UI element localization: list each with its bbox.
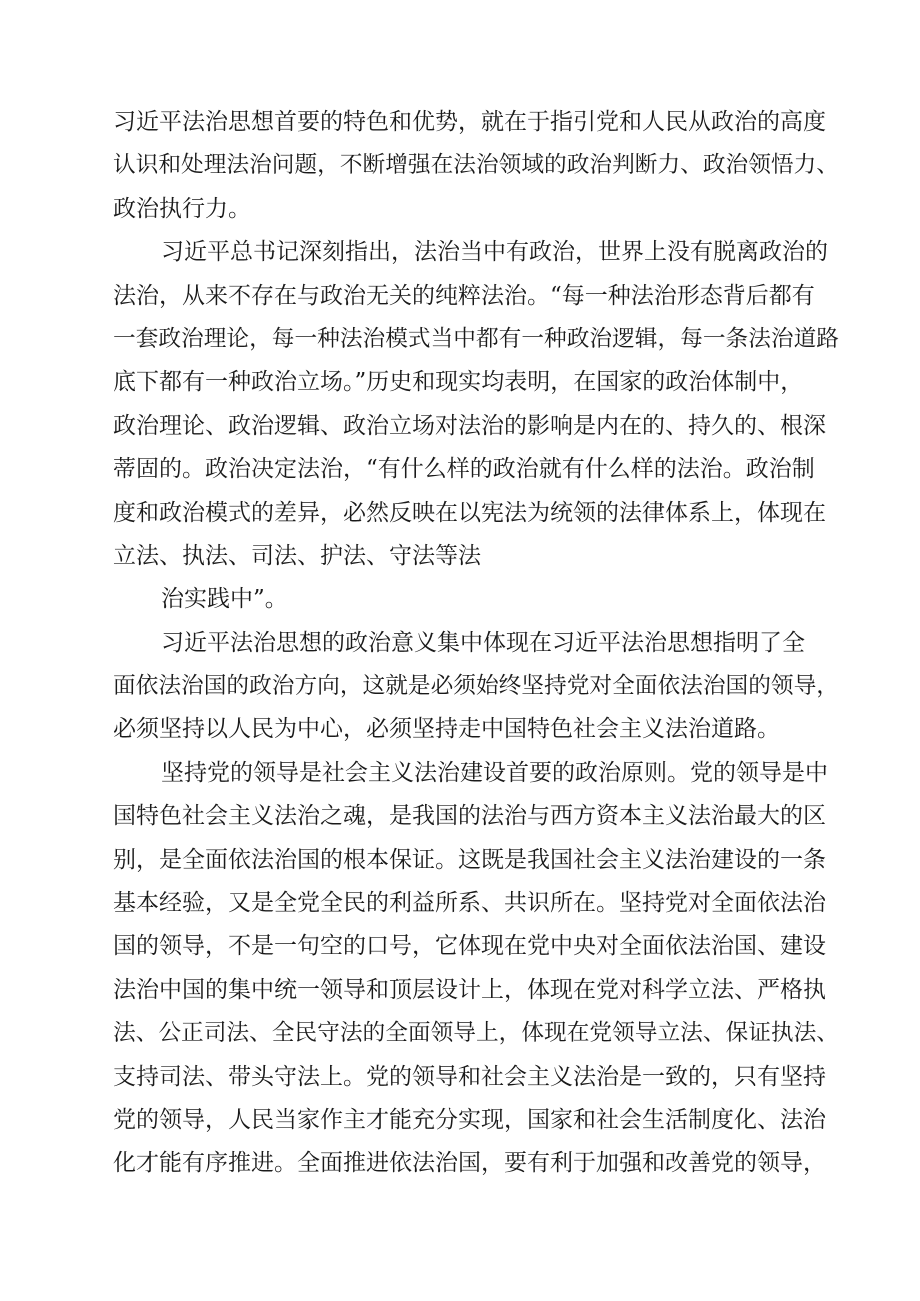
text-line: 底下都有一种政治立场。”历史和现实均表明，在国家的政治体制中， bbox=[113, 369, 804, 396]
text-line: 化才能有序推进。全面推进依法治国，要有利于加强和改善党的领导， bbox=[113, 1150, 826, 1177]
text-line: 习近平法治思想首要的特色和优势，就在于指引党和人民从政治的高度 bbox=[113, 109, 826, 135]
text-line: 面依法治国的政治方向，这就是必须始终坚持党对全面依法治国的领导， bbox=[113, 673, 839, 700]
text-line: 法、公正司法、全民守法的全面领导上，体现在党领导立法、保证执法、 bbox=[113, 1020, 839, 1047]
text-line: 党的领导，人民当家作主才能充分实现，国家和社会生活制度化、法治 bbox=[113, 1106, 826, 1133]
text-line: 习近平法治思想的政治意义集中体现在习近平法治思想指明了全 bbox=[161, 629, 805, 656]
text-line: 政治执行力。 bbox=[113, 195, 251, 222]
text-line: 法治，从来不存在与政治无关的纯粹法治。“每一种法治形态背后都有 bbox=[113, 282, 815, 309]
text-line: 立法、执法、司法、护法、守法等法 bbox=[113, 542, 481, 569]
document-body bbox=[113, 101, 843, 1186]
text-line: 习近平总书记深刻指出，法治当中有政治，世界上没有脱离政治的 bbox=[161, 239, 828, 266]
text-line: 一套政治理论，每一种法治模式当中都有一种政治逻辑，每一条法治道路 bbox=[113, 325, 839, 352]
text-line: 治实践中”。 bbox=[161, 586, 288, 613]
text-line: 度和政治模式的差异，必然反映在以宪法为统领的法律体系上，体现在 bbox=[113, 499, 826, 526]
text-line: 基本经验，又是全党全民的利益所系、共识所在。坚持党对全面依法治 bbox=[113, 890, 826, 917]
text-line: 支持司法、带头守法上。党的领导和社会主义法治是一致的，只有坚持 bbox=[113, 1063, 826, 1090]
text-line: 国的领导，不是一句空的口号，它体现在党中央对全面依法治国、建设 bbox=[113, 933, 826, 960]
text-line: 法治中国的集中统一领导和顶层设计上，体现在党对科学立法、严格执 bbox=[113, 976, 826, 1003]
text-line: 别，是全面依法治国的根本保证。这既是我国社会主义法治建设的一条 bbox=[113, 846, 826, 873]
text-line: 认识和处理法治问题，不断增强在法治领域的政治判断力、政治领悟力、 bbox=[113, 152, 839, 179]
text-line: 必须坚持以人民为中心，必须坚持走中国特色社会主义法治道路。 bbox=[113, 716, 780, 743]
text-line: 坚持党的领导是社会主义法治建设首要的政治原则。党的领导是中 bbox=[161, 759, 828, 786]
text-line: 政治理论、政治逻辑、政治立场对法治的影响是内在的、持久的、根深 bbox=[113, 412, 826, 439]
text-line: 蒂固的。政治决定法治，“有什么样的政治就有什么样的法治。政治制 bbox=[113, 456, 815, 483]
text-line: 国特色社会主义法治之魂，是我国的法治与西方资本主义法治最大的区 bbox=[113, 803, 826, 830]
